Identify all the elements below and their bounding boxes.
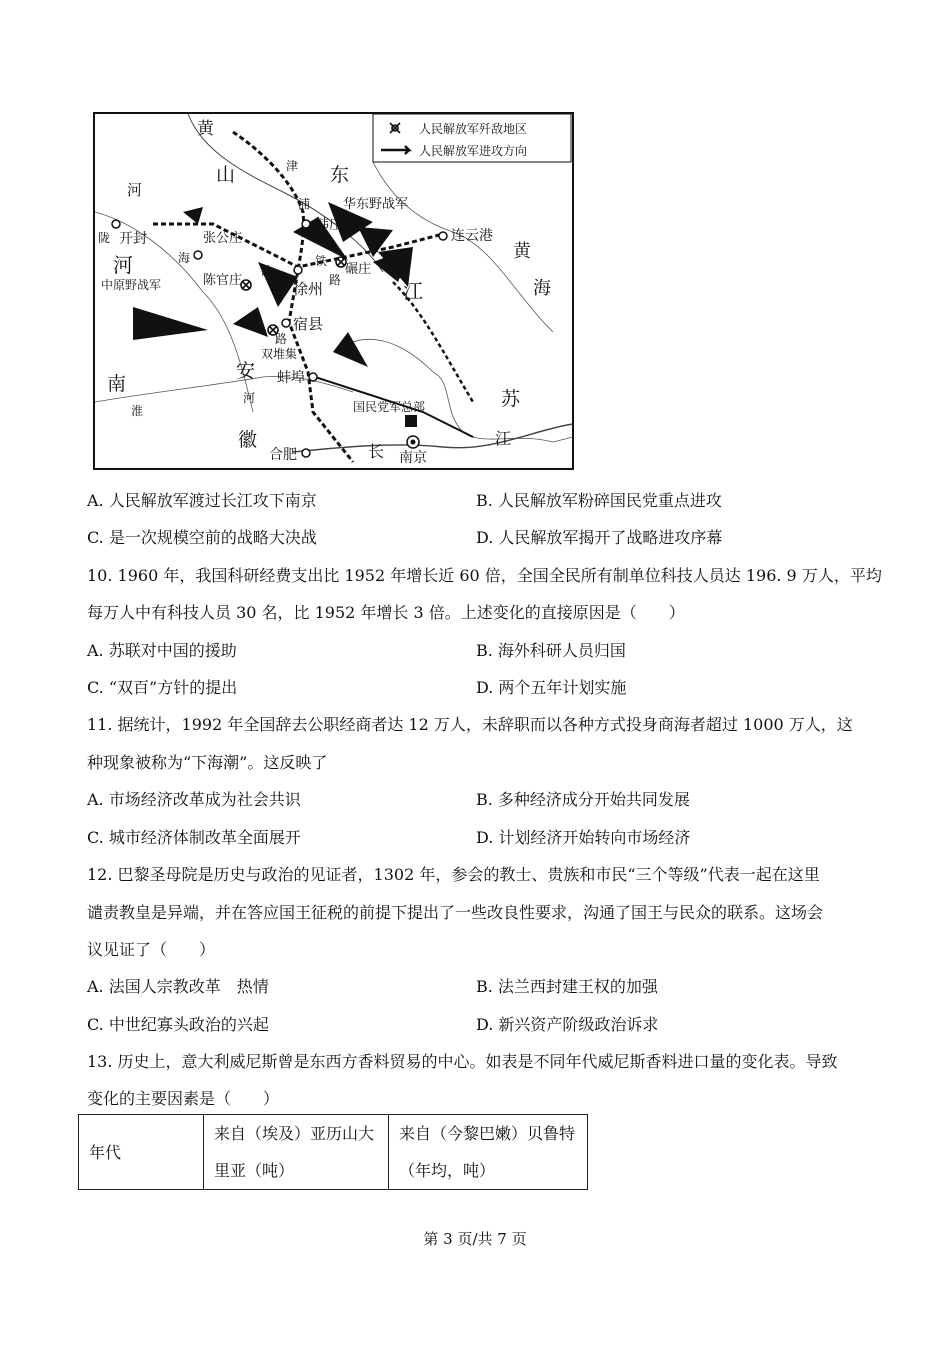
q10-option-c: C. “双百”方针的提出: [87, 678, 238, 697]
map-label: 徐州: [293, 280, 324, 298]
map-label: 陈官庄: [203, 273, 243, 288]
map-label: 苏: [501, 388, 521, 410]
map-label: 河: [127, 181, 143, 199]
q11-stem-line1: 11. 据统计，1992 年全国辞去公职经商者达 12 万人，未辞职而以各种方式投身商海者超过 1000 万人，这: [87, 715, 853, 734]
map-label: 黄: [197, 119, 214, 139]
map-label: 安: [236, 360, 256, 382]
map-label: 江: [495, 429, 512, 448]
q12-option-d: D. 新兴资产阶级政治诉求: [476, 1015, 659, 1034]
map-label: 浦: [298, 197, 311, 211]
city-xuzhou: [294, 266, 302, 274]
q11-option-b: B. 多种经济成分开始共同发展: [476, 790, 690, 809]
q13-stem-line2: 变化的主要因素是（ ）: [87, 1089, 280, 1108]
map-label: 双堆集: [261, 347, 298, 361]
map-label: 中原野战军: [101, 278, 162, 292]
legend-battle-icon: [390, 123, 400, 133]
hq-marker: [405, 415, 417, 427]
table-header-line: （年均，吨）: [399, 1161, 496, 1180]
q9-option-d: D. 人民解放军揭开了战略进攻序幕: [476, 528, 723, 547]
map-label: 山: [216, 164, 236, 186]
q12-stem-line3: 议见证了（ ）: [87, 940, 216, 959]
map-label: 南: [107, 373, 127, 395]
map-label: 津: [286, 159, 299, 173]
q10-option-a: A. 苏联对中国的援助: [87, 641, 237, 660]
q9-option-c: C. 是一次规模空前的战略大决战: [87, 528, 317, 547]
q11-option-a: A. 市场经济改革成为社会共识: [87, 790, 301, 809]
q12-option-a: A. 法国人宗教改革 热情: [87, 977, 269, 996]
city-lianyungang: [439, 232, 447, 240]
q11-stem-line2: 种现象被称为“下海潮”。这反映了: [87, 753, 328, 772]
map-label: 铁: [315, 254, 328, 268]
q9-option-a: A. 人民解放军渡过长江攻下南京: [87, 491, 317, 510]
table-row: [79, 1115, 588, 1190]
table-header-era: 年代: [79, 1115, 204, 1190]
q10-stem-line2: 每万人中有科技人员 30 名，比 1952 年增长 3 倍。上述变化的直接原因是（ ）: [87, 603, 685, 622]
q11-option-d: D. 计划经济开始转向市场经济: [476, 828, 691, 847]
map-label: 连云港: [451, 228, 493, 244]
city-hefei: [302, 449, 310, 457]
map-label: 蚌埠: [277, 370, 305, 386]
map-label: 碾庄: [345, 262, 372, 277]
map-label: 铁: [260, 264, 273, 278]
table-header-line: 里亚（吨）: [214, 1161, 295, 1180]
map-label: 江: [403, 279, 423, 303]
map-label: 南京: [399, 450, 427, 466]
city-hanzhuang: [302, 220, 310, 228]
legend-item-2: 人民解放军进攻方向: [419, 144, 528, 158]
q10-stem-line1: 10. 1960 年，我国科研经费支出比 1952 年增长近 60 倍，全国全民所有制单位科技人员达 196. 9 万人，平均: [87, 566, 882, 585]
map-label: 路: [275, 332, 288, 346]
q12-option-b: B. 法兰西封建王权的加强: [476, 977, 658, 996]
q10-option-b: B. 海外科研人员归国: [476, 641, 626, 660]
spice-import-table: [78, 1114, 588, 1190]
city-bengbu: [309, 373, 317, 381]
map-label: 徽: [238, 429, 258, 451]
q12-stem-line1: 12. 巴黎圣母院是历史与政治的见证者，1302 年，参会的教士、贵族和市民“三个等级”代表一起在这里: [87, 865, 820, 884]
city-zhanggongzhuang: [194, 251, 202, 259]
map-label: 东: [330, 164, 350, 186]
city-suxian: [282, 319, 290, 327]
q10-option-d: D. 两个五年计划实施: [476, 678, 627, 697]
legend-item-1: 人民解放军歼敌地区: [419, 122, 528, 136]
map-label: 华东野战军: [343, 197, 409, 212]
map-label: 淮: [131, 404, 144, 418]
map-label: 海: [533, 278, 551, 299]
map-label: 张公庄: [203, 231, 243, 246]
map-label: 路: [329, 273, 342, 287]
q13-stem-line1: 13. 历史上，意大利威尼斯曾是东西方香料贸易的中心。如表是不同年代威尼斯香料进口量的变化表。导致: [87, 1052, 838, 1071]
q11-option-c: C. 城市经济体制改革全面展开: [87, 828, 301, 847]
map-label: 合肥: [269, 447, 297, 463]
map-label: 陇: [98, 231, 111, 245]
city-kaifeng: [112, 220, 120, 228]
battle-map: [93, 112, 574, 470]
map-label: 韩庄: [315, 217, 343, 233]
city-nanjing-center: [411, 440, 416, 445]
q9-option-b: B. 人民解放军粉碎国民党重点进攻: [476, 491, 722, 510]
map-label: 河: [113, 253, 133, 277]
map-label: 宿县: [293, 315, 324, 333]
table-header-line: 来自（埃及）亚历山大: [214, 1124, 375, 1143]
q12-option-c: C. 中世纪寡头政治的兴起: [87, 1015, 269, 1034]
map-label: 开封: [119, 231, 147, 247]
table-header-alexandria: [204, 1115, 389, 1190]
map-label: 河: [243, 391, 256, 405]
table-header-line: 来自（今黎巴嫩）贝鲁特: [399, 1124, 576, 1143]
map-label: 黄: [513, 241, 531, 262]
q12-stem-line2: 谴责教皇是异端，并在答应国王征税的前提下提出了一些改良性要求，沟通了国王与民众的联系。这场会: [87, 903, 824, 922]
table-header-beirut: [389, 1115, 588, 1190]
map-label: 海: [178, 251, 191, 265]
page-footer: 第 3 页/共 7 页: [423, 1230, 527, 1248]
map-label: 国民党军总部: [353, 400, 426, 414]
map-label: 长: [368, 442, 385, 461]
